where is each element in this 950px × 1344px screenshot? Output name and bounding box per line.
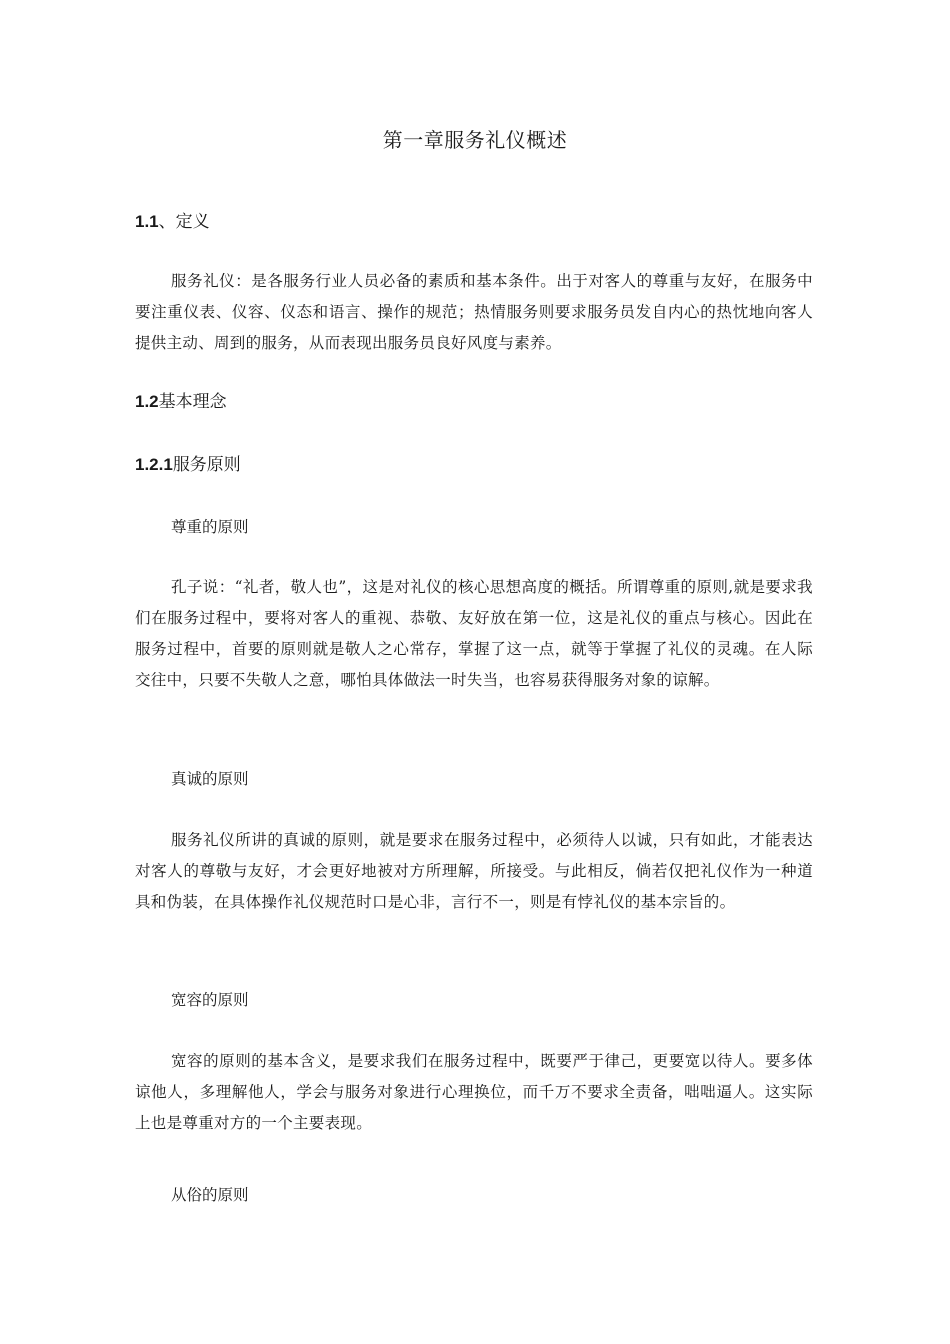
tolerance-paragraph: 宽容的原则的基本含义，是要求我们在服务过程中，既要严于律己，更要宽以待人。要多体谅他人，多理解他人，学会与服务对象进行心理换位，而千万不要求全责备，咄咄逼人。这实际上也是尊重对方的一个主要表现。 bbox=[135, 1052, 813, 1132]
section-label: 基本理念 bbox=[158, 392, 227, 412]
section-heading-1-1 bbox=[135, 210, 210, 234]
chapter-title: 第一章服务礼仪概述 bbox=[382, 128, 568, 152]
section-label: 、定义 bbox=[158, 212, 210, 232]
definition-paragraph: 服务礼仪：是各服务行业人员必备的素质和基本条件。出于对客人的尊重与友好，在服务中要注重仪表、仪容、仪态和语言、操作的规范；热情服务则要求服务员发自内心的热忱地向客人提供主动、周到的服务，从而表现出服务员良好风度与素养。 bbox=[135, 272, 813, 352]
sincerity-paragraph: 服务礼仪所讲的真诚的原则，就是要求在服务过程中，必须待人以诚，只有如此，才能表达对客人的尊敬与友好，才会更好地被对方所理解，所接受。与此相反，倘若仅把礼仪作为一种道具和伪装，在具体操作礼仪规范时口是心非，言行不一，则是有悖礼仪的基本宗旨的。 bbox=[135, 831, 813, 911]
principle-respect-heading: 尊重的原则 bbox=[171, 518, 249, 536]
section-heading-1-2 bbox=[135, 390, 227, 414]
principle-sincerity-heading: 真诚的原则 bbox=[171, 770, 249, 788]
respect-paragraph: 孔子说：“礼者，敬人也”，这是对礼仪的核心思想高度的概括。所谓尊重的原则,就是要求我们在服务过程中，要将对客人的重视、恭敬、友好放在第一位，这是礼仪的重点与核心。因此在服务过程中，首要的原则就是敬人之心常存，掌握了这一点，就等于掌握了礼仪的灵魂。在人际交往中，只要不失敬人之意，哪怕具体做法一时失当，也容易获得服务对象的谅解。 bbox=[135, 578, 813, 689]
section-number: 1.2.1 bbox=[135, 455, 173, 474]
section-heading-1-2-1 bbox=[135, 453, 241, 477]
section-number: 1.2 bbox=[135, 392, 159, 411]
section-label: 服务原则 bbox=[172, 455, 241, 475]
principle-custom-heading: 从俗的原则 bbox=[171, 1186, 249, 1204]
section-number: 1.1 bbox=[135, 212, 159, 231]
principle-tolerance-heading: 宽容的原则 bbox=[171, 991, 249, 1009]
